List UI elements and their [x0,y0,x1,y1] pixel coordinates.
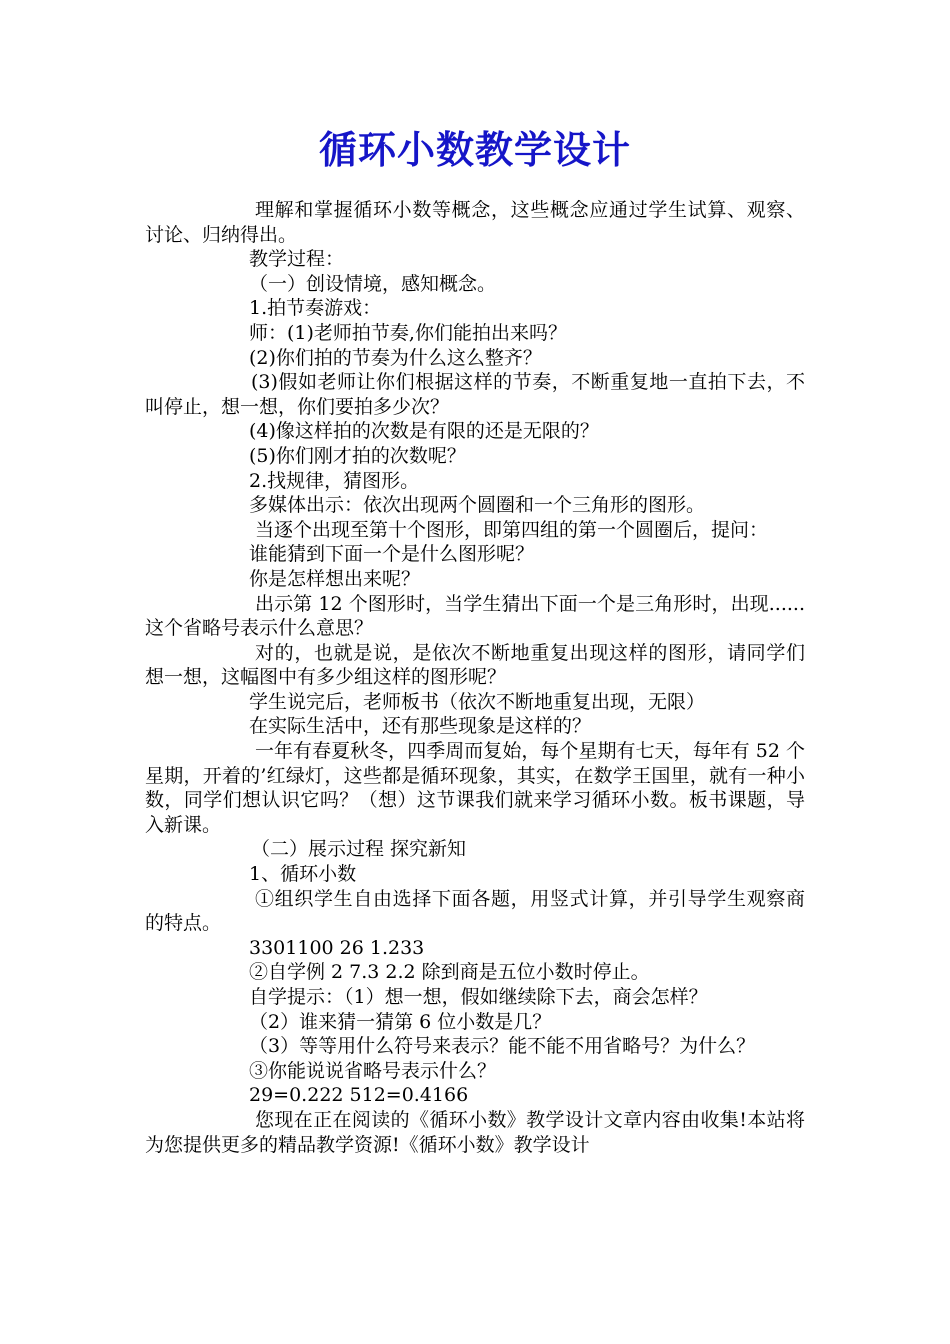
paragraph-find-pattern: 2.找规律，猜图形。 [249,469,420,492]
paragraph-section-1: （一）创设情境，感知概念。 [249,272,497,295]
paragraph-how-think: 你是怎样想出来呢？ [249,567,421,590]
paragraph-section-2: （二）展示过程 探究新知 [251,838,467,861]
paragraph-guess-next: 谁能猜到下面一个是什么图形呢？ [249,543,535,566]
paragraph-process-heading: 教学过程： [249,248,345,271]
paragraph-question-4: (4)像这样拍的次数是有限的还是无限的？ [249,420,599,443]
paragraph-rhythm-game: 1.拍节奏游戏： [249,297,382,320]
paragraph-seasons: 一年有春夏秋冬，四季周而复始，每个星期有七天，每年有 52 个星期，开着的’红绿灯，这些都是循环现象，其实，在数学王国里，就有一种小数，同学们想认识它吗？（想）这节课我们就来学习循环小数。板书课题，导入新课。 [145,740,805,836]
paragraph-results: 29=0.222 512=0.4166 [249,1084,469,1107]
paragraph-repeat-figures: 对的，也就是说，是依次不断地重复出现这样的图形，请同学们想一想，这幅图中有多少组这样的图形呢？ [145,641,805,689]
document-body [145,198,805,1157]
paragraph-hint-3: （3）等等用什么符号来表示？能不能不用省略号？为什么？ [249,1035,756,1058]
document-title: 循环小数教学设计 [318,128,631,172]
paragraph-real-life: 在实际生活中，还有那些现象是这样的？ [249,715,592,738]
paragraph-question-1: 师：(1)老师拍节奏,你们能拍出来吗？ [249,321,567,344]
paragraph-footer-note: 您现在正在阅读的《循环小数》教学设计文章内容由收集!本站将为您提供更多的精品教学资源!《循环小数》教学设计 [145,1108,805,1156]
paragraph-twelfth-figure: 出示第 12 个图形时，当学生猜出下面一个是三角形时，出现......这个省略号表示什么意思？ [145,592,805,640]
paragraph-question-2: (2)你们拍的节奏为什么这么整齐？ [249,346,542,369]
paragraph-self-study-example: ②自学例 2 7.3 2.2 除到商是五位小数时停止。 [249,961,650,984]
paragraph-ellipsis-meaning: ③你能说说省略号表示什么？ [249,1059,497,1082]
paragraph-multimedia: 多媒体出示：依次出现两个圆圈和一个三角形的图形。 [249,494,706,517]
paragraph-organize-students: ①组织学生自由选择下面各题，用竖式计算，并引导学生观察商的特点。 [145,887,805,935]
paragraph-intro: 理解和掌握循环小数等概念，这些概念应通过学生试算、观察、讨论、归纳得出。 [145,199,805,246]
paragraph-hint-2: （2）谁来猜一猜第 6 位小数是几？ [249,1010,552,1033]
paragraph-problems: 3301100 26 1.233 [249,936,425,959]
paragraph-question-3: (3)假如老师让你们根据这样的节奏，不断重复地一直拍下去，不叫停止，想一想，你们要拍多少次？ [145,371,805,418]
paragraph-tenth-figure: 当逐个出现至第十个图形，即第四组的第一个圆圈后，提问： [255,518,769,541]
paragraph-board-writing: 学生说完后，老师板书（依次不断地重复出现，无限） [249,690,706,713]
paragraph-self-study-hint: 自学提示：（1）想一想，假如继续除下去，商会怎样？ [249,986,708,1008]
paragraph-question-5: (5)你们刚才拍的次数呢？ [249,444,466,467]
paragraph-recurring-decimal: 1、循环小数 [249,863,357,886]
